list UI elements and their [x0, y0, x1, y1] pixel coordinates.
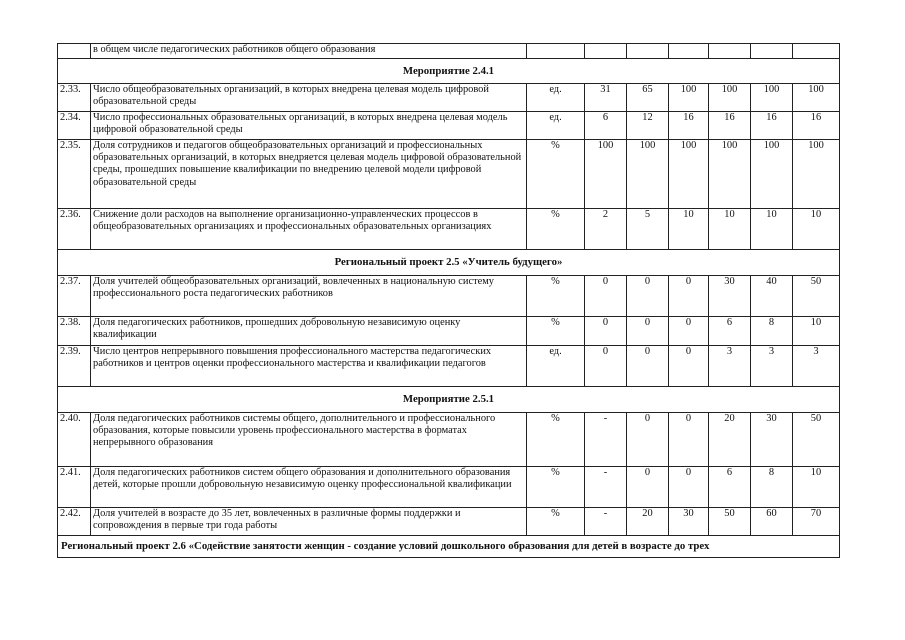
- value-cell: 30: [709, 276, 751, 317]
- unit-cell: %: [527, 317, 585, 346]
- table-row: [58, 140, 840, 209]
- unit-cell: ед.: [527, 112, 585, 140]
- value-cell: 20: [627, 508, 669, 536]
- value-cell: 0: [627, 467, 669, 508]
- value-cell: 0: [669, 346, 709, 387]
- value-cell: 100: [669, 84, 709, 112]
- unit-cell: %: [527, 140, 585, 209]
- value-cell: [709, 44, 751, 59]
- value-cell: [793, 44, 840, 59]
- row-number: 2.41.: [58, 467, 91, 508]
- indicator-text: Доля педагогических работников, прошедших добровольную независимую оценку квалификации: [91, 317, 527, 346]
- value-cell: 100: [709, 140, 751, 209]
- value-cell: 100: [751, 84, 793, 112]
- value-cell: 0: [669, 317, 709, 346]
- value-cell: 65: [627, 84, 669, 112]
- value-cell: 0: [627, 413, 669, 467]
- row-number: 2.42.: [58, 508, 91, 536]
- row-number: [58, 44, 91, 59]
- value-cell: 50: [709, 508, 751, 536]
- table-row: [58, 317, 840, 346]
- section-header-row: [58, 536, 840, 558]
- row-number: 2.34.: [58, 112, 91, 140]
- row-number: 2.40.: [58, 413, 91, 467]
- indicators-table: [57, 43, 840, 558]
- indicator-text: Число профессиональных образовательных организаций, в которых внедрена целевая модель цифровой образовательной среды: [91, 112, 527, 140]
- value-cell: 10: [793, 467, 840, 508]
- value-cell: 3: [793, 346, 840, 387]
- section-title: Региональный проект 2.6 «Содействие занятости женщин - создание условий дошкольного образования для детей в возрасте до трех: [58, 536, 840, 558]
- value-cell: 6: [709, 467, 751, 508]
- unit-cell: %: [527, 209, 585, 250]
- value-cell: 0: [585, 346, 627, 387]
- value-cell: 50: [793, 276, 840, 317]
- table-row: [58, 508, 840, 536]
- indicator-text: Доля учителей общеобразовательных организаций, вовлеченных в национальную систему профессионального роста педагогических работников: [91, 276, 527, 317]
- unit-cell: ед.: [527, 84, 585, 112]
- table-row: [58, 467, 840, 508]
- indicator-text: Число общеобразовательных организаций, в которых внедрена целевая модель цифровой образовательной среды: [91, 84, 527, 112]
- value-cell: 30: [669, 508, 709, 536]
- value-cell: 30: [751, 413, 793, 467]
- value-cell: 16: [669, 112, 709, 140]
- value-cell: 100: [585, 140, 627, 209]
- unit-cell: %: [527, 276, 585, 317]
- indicator-text: Доля педагогических работников систем общего образования и дополнительного образования детей, которые прошли добровольную независимую оценку профессиональной квалификации: [91, 467, 527, 508]
- value-cell: 8: [751, 317, 793, 346]
- value-cell: 2: [585, 209, 627, 250]
- section-header-row: [58, 387, 840, 413]
- value-cell: 0: [669, 413, 709, 467]
- value-cell: 100: [709, 84, 751, 112]
- section-header-row: [58, 59, 840, 84]
- value-cell: 31: [585, 84, 627, 112]
- table-row: [58, 209, 840, 250]
- value-cell: -: [585, 508, 627, 536]
- indicator-text: Число центров непрерывного повышения профессионального мастерства педагогических работников и центров оценки профессионального мастерства и квалификации педагогов: [91, 346, 527, 387]
- table-row: [58, 44, 840, 59]
- value-cell: 100: [793, 140, 840, 209]
- value-cell: 0: [627, 276, 669, 317]
- value-cell: 5: [627, 209, 669, 250]
- value-cell: 100: [669, 140, 709, 209]
- unit-cell: %: [527, 508, 585, 536]
- value-cell: 16: [709, 112, 751, 140]
- indicators-table-body: [58, 44, 840, 558]
- value-cell: 0: [585, 276, 627, 317]
- row-number: 2.33.: [58, 84, 91, 112]
- unit-cell: ед.: [527, 346, 585, 387]
- value-cell: 3: [709, 346, 751, 387]
- row-number: 2.38.: [58, 317, 91, 346]
- value-cell: 40: [751, 276, 793, 317]
- indicator-text: в общем числе педагогических работников общего образования: [91, 44, 527, 59]
- value-cell: 100: [793, 84, 840, 112]
- value-cell: [669, 44, 709, 59]
- table-row: [58, 346, 840, 387]
- value-cell: [751, 44, 793, 59]
- table-row: [58, 276, 840, 317]
- section-title: Мероприятие 2.5.1: [58, 387, 840, 413]
- value-cell: 100: [627, 140, 669, 209]
- row-number: 2.35.: [58, 140, 91, 209]
- value-cell: 6: [709, 317, 751, 346]
- value-cell: 70: [793, 508, 840, 536]
- value-cell: 10: [751, 209, 793, 250]
- value-cell: 100: [751, 140, 793, 209]
- unit-cell: %: [527, 467, 585, 508]
- table-row: [58, 413, 840, 467]
- value-cell: 20: [709, 413, 751, 467]
- section-header-row: [58, 250, 840, 276]
- value-cell: 60: [751, 508, 793, 536]
- indicator-text: Доля учителей в возрасте до 35 лет, вовлеченных в различные формы поддержки и сопровождения в первые три года работы: [91, 508, 527, 536]
- value-cell: 16: [751, 112, 793, 140]
- value-cell: -: [585, 467, 627, 508]
- table-row: [58, 112, 840, 140]
- section-title: Региональный проект 2.5 «Учитель будущего»: [58, 250, 840, 276]
- value-cell: 0: [669, 467, 709, 508]
- row-number: 2.37.: [58, 276, 91, 317]
- value-cell: 0: [627, 346, 669, 387]
- value-cell: 12: [627, 112, 669, 140]
- value-cell: 10: [793, 209, 840, 250]
- indicator-text: Доля сотрудников и педагогов общеобразовательных организаций и профессиональных образовательных организаций, в которых внедряется целевая модель цифровой образовательной среды, прошедших повышение квалификации по внедрению целевой модели цифровой образовательной среды: [91, 140, 527, 209]
- row-number: 2.39.: [58, 346, 91, 387]
- indicator-text: Доля педагогических работников системы общего, дополнительного и профессионального образования, которые повысили уровень профессионального мастерства в форматах непрерывного образования: [91, 413, 527, 467]
- value-cell: 10: [709, 209, 751, 250]
- value-cell: 10: [793, 317, 840, 346]
- unit-cell: [527, 44, 585, 59]
- table-row: [58, 84, 840, 112]
- value-cell: 10: [669, 209, 709, 250]
- section-title: Мероприятие 2.4.1: [58, 59, 840, 84]
- value-cell: 0: [669, 276, 709, 317]
- value-cell: 8: [751, 467, 793, 508]
- value-cell: [585, 44, 627, 59]
- value-cell: 3: [751, 346, 793, 387]
- value-cell: 0: [585, 317, 627, 346]
- value-cell: -: [585, 413, 627, 467]
- indicator-text: Снижение доли расходов на выполнение организационно-управленческих процессов в общеобразовательных организациях и профессиональных образовательных организациях: [91, 209, 527, 250]
- value-cell: 6: [585, 112, 627, 140]
- value-cell: [627, 44, 669, 59]
- row-number: 2.36.: [58, 209, 91, 250]
- value-cell: 0: [627, 317, 669, 346]
- value-cell: 50: [793, 413, 840, 467]
- value-cell: 16: [793, 112, 840, 140]
- unit-cell: %: [527, 413, 585, 467]
